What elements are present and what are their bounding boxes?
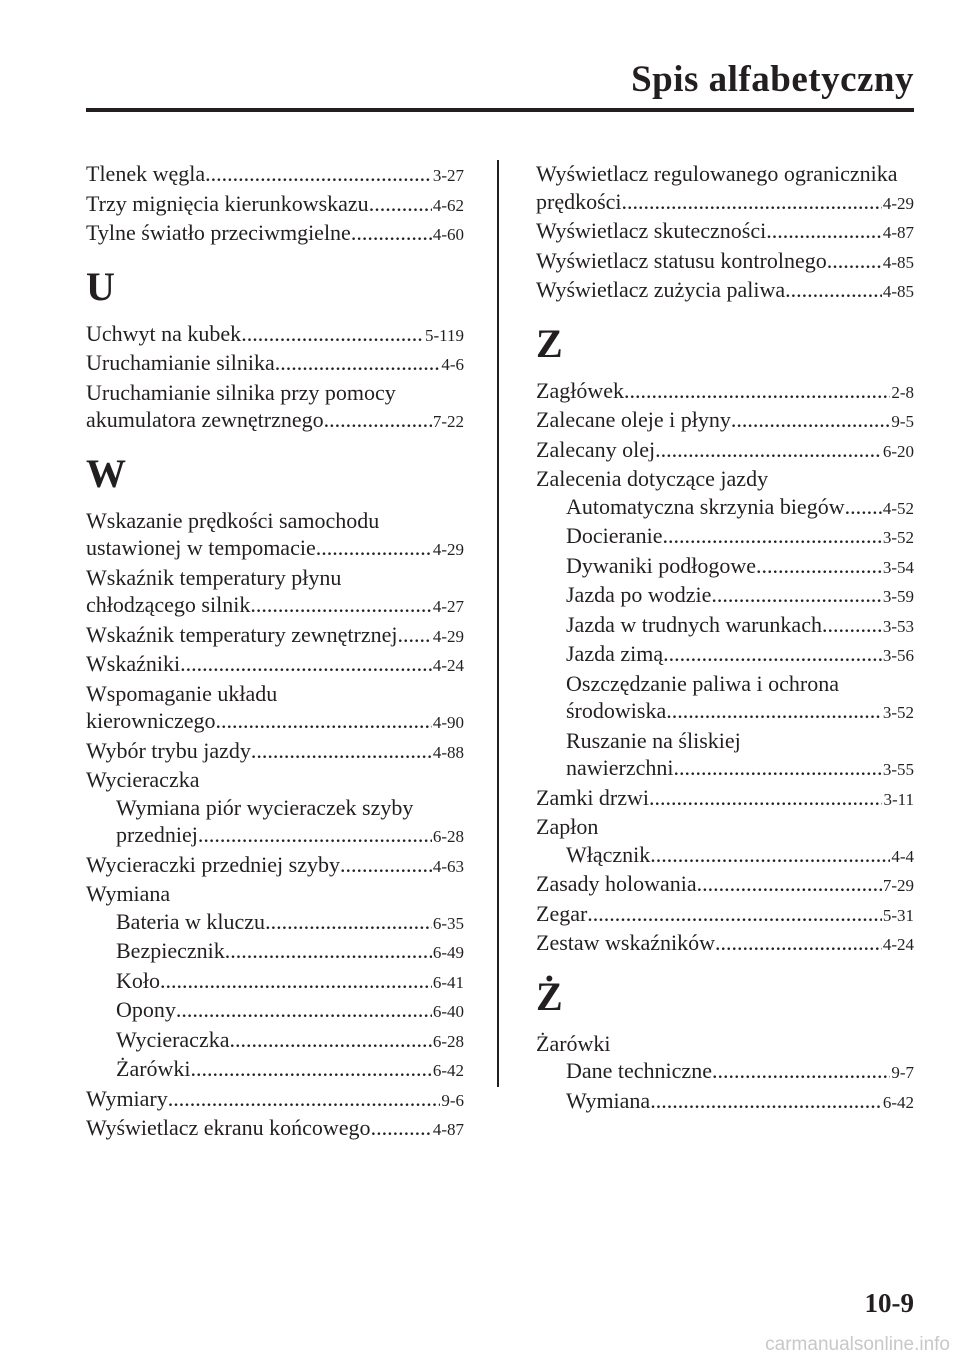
index-entry-page: 3-56 — [882, 646, 914, 665]
index-heading-line: Wycieraczka — [86, 767, 200, 792]
index-entry — [86, 650, 464, 680]
dot-leader — [666, 697, 882, 725]
dot-leader — [229, 1026, 431, 1054]
index-entry — [536, 552, 914, 582]
dot-leader — [351, 219, 432, 247]
index-heading-line: Oszczędzanie paliwa i ochrona — [566, 670, 840, 696]
index-entry — [536, 900, 914, 930]
index-entry-page: 4-90 — [432, 713, 464, 732]
index-entry-page: 9-5 — [891, 412, 914, 431]
index-entry-text: Wyświetlacz statusu kontrolnego — [536, 247, 827, 273]
index-entry-text: Wyświetlacz skuteczności — [536, 218, 767, 243]
index-entry-text: Koło — [116, 967, 160, 993]
index-entry-text: Wyświetlacz zużycia paliwa — [536, 277, 786, 302]
index-entry-page: 9-7 — [891, 1063, 914, 1082]
index-column-right — [536, 160, 914, 1116]
dot-leader — [650, 841, 890, 869]
index-entry-page: 3-52 — [882, 703, 914, 722]
index-entry-text: prędkości — [536, 188, 622, 214]
index-entry — [536, 436, 914, 466]
index-heading-line: Żarówki — [536, 1030, 611, 1056]
index-entry — [86, 160, 464, 190]
index-entry — [86, 967, 464, 997]
index-entry-page: 6-49 — [432, 943, 464, 962]
index-entry-text: Zalecany olej — [536, 436, 656, 462]
index-entry — [536, 1087, 914, 1117]
dot-leader — [845, 493, 882, 521]
index-entry-page: 7-29 — [882, 876, 914, 895]
index-entry — [536, 870, 914, 900]
index-entry-text: Wybór trybu jazdy — [86, 737, 251, 763]
index-entry — [536, 493, 914, 523]
index-entry-page: 6-20 — [882, 441, 914, 461]
index-entry-text: Zegar — [536, 900, 588, 926]
index-entry — [86, 349, 464, 379]
index-entry — [86, 707, 464, 737]
index-entry — [86, 406, 464, 436]
index-heading-line: Wspomaganie układu — [86, 680, 278, 706]
index-entry-text: Zagłówek — [536, 377, 624, 403]
index-entry — [536, 377, 914, 407]
index-entry-text: Żarówki — [116, 1056, 191, 1081]
index-entry-text: Bateria w kluczu — [116, 908, 266, 934]
dot-leader — [731, 406, 890, 434]
index-entry-text: Dane techniczne — [566, 1058, 712, 1083]
index-entry-text: środowiska — [566, 698, 667, 723]
index-entry — [86, 591, 464, 621]
dot-leader — [715, 929, 882, 957]
section-letter: Ż — [536, 973, 563, 1019]
index-entry — [536, 217, 914, 247]
index-entry — [86, 996, 464, 1026]
index-entry-page: 4-6 — [441, 355, 464, 374]
index-entry-page: 3-59 — [882, 587, 914, 606]
index-entry — [536, 276, 914, 306]
dot-leader — [650, 1087, 882, 1115]
index-entry-text: przedniej — [116, 822, 198, 847]
index-entry-text: Uchwyt na kubek — [86, 320, 242, 346]
header-rule — [86, 108, 914, 112]
index-entry-page: 6-35 — [432, 913, 464, 933]
index-entry — [536, 522, 914, 552]
dot-leader — [316, 534, 432, 562]
column-divider — [497, 160, 499, 1087]
index-entry-text: Wycieraczka — [116, 1026, 230, 1052]
index-entry-text: Trzy mignięcia kierunkowskazu — [86, 190, 369, 216]
index-entry-text: chłodzącego silnik — [86, 592, 251, 617]
index-entry-text: Bezpiecznik — [116, 938, 225, 963]
dot-leader — [191, 1055, 432, 1083]
index-heading-line: Zalecenia dotyczące jazdy — [536, 466, 769, 491]
index-entry — [536, 1057, 914, 1087]
index-entry-page: 4-60 — [432, 225, 464, 244]
dot-leader — [766, 217, 882, 245]
dot-leader — [265, 908, 432, 936]
index-entry — [86, 1085, 464, 1115]
index-entry — [536, 697, 914, 727]
index-entry-page: 4-62 — [432, 195, 464, 215]
index-entry-page: 5-119 — [424, 325, 464, 345]
index-entry-text: Zestaw wskaźników — [536, 930, 716, 955]
index-entry-text: Opony — [116, 997, 176, 1022]
index-entry-text: Jazda w trudnych warunkach — [566, 611, 822, 637]
index-entry-text: Automatyczna skrzynia biegów — [566, 493, 845, 519]
dot-leader — [827, 247, 882, 275]
index-entry-text: Wymiary — [86, 1085, 168, 1111]
index-entry-page: 6-41 — [432, 972, 464, 992]
dot-leader — [655, 436, 882, 464]
index-entry-page: 6-40 — [432, 1002, 464, 1021]
index-entry-text: nawierzchni — [566, 755, 674, 780]
index-heading-line: Uruchamianie silnika przy pomocy — [86, 379, 396, 405]
dot-leader — [587, 900, 882, 928]
index-entry-page: 4-27 — [432, 597, 464, 616]
section-letter: W — [86, 450, 126, 496]
index-entry-page: 7-22 — [432, 412, 464, 431]
dot-leader — [250, 591, 431, 619]
index-entry-text: Jazda zimą — [566, 641, 664, 666]
index-entry-text: Tlenek węgla — [86, 161, 206, 186]
section-letter: U — [86, 263, 115, 309]
dot-leader — [205, 160, 432, 188]
index-entry — [536, 841, 914, 871]
dot-leader — [340, 851, 432, 879]
index-entry — [536, 929, 914, 959]
dot-leader — [398, 621, 432, 649]
index-entry-text: Zamki drzwi — [536, 784, 650, 810]
index-entry-page: 4-29 — [432, 626, 464, 646]
index-entry-text: Wycieraczki przedniej szyby — [86, 851, 340, 877]
index-entry-page: 3-55 — [882, 760, 914, 779]
dot-leader — [241, 320, 424, 348]
index-entry-page: 9-6 — [441, 1090, 464, 1110]
index-heading-line: Wyświetlacz regulowanego ogranicznika — [536, 161, 898, 186]
section-letter: Z — [536, 320, 563, 366]
index-heading-line: Wskazanie prędkości samochodu — [86, 507, 380, 533]
dot-leader — [371, 1114, 432, 1142]
index-entry-page: 4-29 — [882, 193, 914, 213]
index-entry-text: Jazda po wodzie — [566, 582, 712, 607]
dot-leader — [622, 188, 882, 216]
index-entry — [86, 821, 464, 851]
index-heading-line: Wymiana — [86, 881, 171, 906]
index-entry — [86, 908, 464, 938]
index-entry — [536, 611, 914, 641]
index-entry-text: akumulatora zewnętrznego — [86, 407, 324, 432]
index-entry-page: 6-28 — [432, 827, 464, 846]
index-entry — [86, 1055, 464, 1085]
dot-leader — [168, 1085, 441, 1113]
index-entry-page: 4-4 — [891, 846, 914, 866]
index-entry-text: Wskaźnik temperatury zewnętrznej — [86, 621, 398, 647]
index-entry-page: 4-85 — [882, 282, 914, 301]
index-entry-page: 4-88 — [432, 742, 464, 762]
dot-leader — [711, 581, 881, 609]
index-entry-page: 6-42 — [882, 1092, 914, 1112]
index-heading-line: Zapłon — [536, 814, 599, 839]
index-entry-text: Włącznik — [566, 841, 651, 867]
index-column-left — [86, 160, 464, 1144]
dot-leader — [649, 784, 882, 812]
index-entry-text: Wskaźniki — [86, 651, 181, 676]
dot-leader — [225, 937, 432, 965]
index-entry-page: 6-42 — [432, 1061, 464, 1080]
index-entry-text: Docieranie — [566, 523, 663, 548]
index-heading-line: Ruszanie na śliskiej — [566, 727, 741, 753]
dot-leader — [822, 611, 882, 639]
index-entry-page: 2-8 — [891, 382, 914, 402]
index-entry-text: Tylne światło przeciwmgielne — [86, 220, 351, 245]
dot-leader — [275, 349, 441, 377]
index-entry-page: 4-85 — [882, 252, 914, 272]
index-entry-text: Zasady holowania — [536, 871, 697, 896]
index-entry-text: Wymiana — [566, 1087, 651, 1113]
dot-leader — [216, 707, 432, 735]
index-heading-line: Wskaźnik temperatury płynu — [86, 564, 342, 590]
index-entry-page: 6-28 — [432, 1031, 464, 1051]
index-entry — [536, 188, 914, 218]
index-entry — [536, 247, 914, 277]
index-entry-text: Wyświetlacz ekranu końcowego — [86, 1115, 371, 1140]
index-heading-line: Wymiana piór wycieraczek szyby — [116, 794, 414, 820]
index-entry-page: 3-54 — [882, 557, 914, 577]
dot-leader — [785, 276, 882, 304]
dot-leader — [663, 522, 882, 550]
index-entry-page: 4-24 — [882, 935, 914, 954]
index-entry — [86, 1026, 464, 1056]
dot-leader — [176, 996, 432, 1024]
index-entry — [86, 219, 464, 249]
index-entry-page: 4-52 — [882, 498, 914, 518]
dot-leader — [198, 821, 432, 849]
page-number: 10-9 — [864, 1288, 914, 1318]
dot-leader — [663, 640, 882, 668]
dot-leader — [251, 737, 432, 765]
dot-leader — [674, 754, 882, 782]
index-entry — [536, 406, 914, 436]
index-entry — [536, 640, 914, 670]
index-entry-page: 4-87 — [432, 1120, 464, 1139]
index-entry — [536, 581, 914, 611]
index-entry-text: Zalecane oleje i płyny — [536, 407, 731, 432]
index-entry-text: Dywaniki podłogowe — [566, 552, 757, 578]
index-entry-page: 5-31 — [882, 905, 914, 925]
index-entry — [86, 320, 464, 350]
index-entry-page: 4-24 — [432, 656, 464, 675]
index-entry-page: 3-11 — [883, 789, 914, 809]
index-entry — [86, 190, 464, 220]
index-entry — [86, 534, 464, 564]
index-entry-page: 4-87 — [882, 223, 914, 242]
index-entry-text: ustawionej w tempomacie — [86, 535, 316, 560]
dot-leader — [624, 377, 890, 405]
index-entry — [86, 621, 464, 651]
page-header-title: Spis alfabetyczny — [631, 59, 914, 100]
dot-leader — [697, 870, 882, 898]
index-entry — [86, 1114, 464, 1144]
index-entry — [86, 937, 464, 967]
index-entry-page: 4-29 — [432, 540, 464, 559]
dot-leader — [180, 650, 432, 678]
dot-leader — [712, 1057, 890, 1085]
index-entry-text: kierowniczego — [86, 708, 216, 733]
dot-leader — [369, 190, 432, 218]
dot-leader — [756, 552, 882, 580]
watermark: carmanualsonline.info — [765, 1334, 950, 1355]
dot-leader — [160, 967, 432, 995]
index-entry-page: 3-52 — [882, 528, 914, 547]
index-entry — [86, 737, 464, 767]
index-entry-text: Uruchamianie silnika — [86, 350, 275, 375]
index-entry-page: 3-27 — [432, 166, 464, 185]
index-entry — [536, 784, 914, 814]
dot-leader — [324, 406, 432, 434]
index-entry — [536, 754, 914, 784]
index-entry-page: 4-63 — [432, 856, 464, 876]
index-entry — [86, 851, 464, 881]
index-entry-page: 3-53 — [882, 616, 914, 636]
